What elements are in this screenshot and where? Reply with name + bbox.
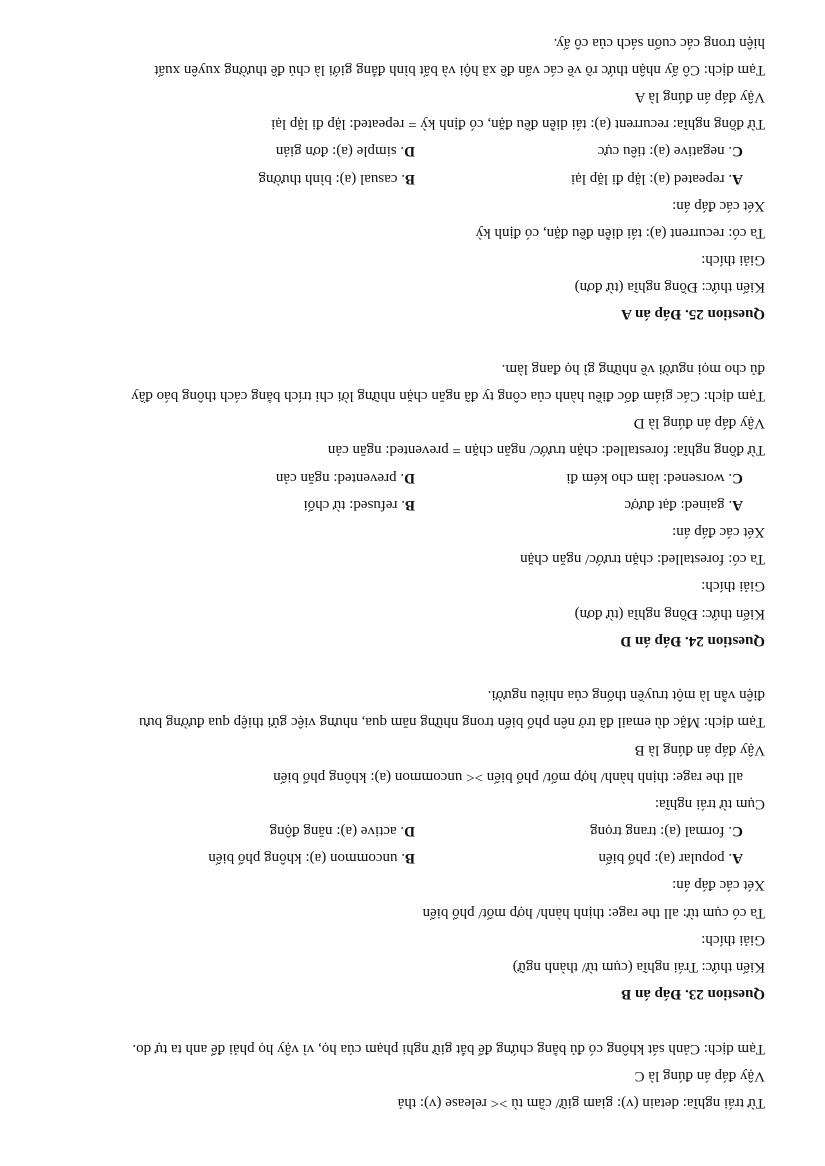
spacer xyxy=(60,328,765,355)
knowledge-line: Kiến thức: Đồng nghĩa (từ đơn) xyxy=(574,605,765,622)
option-text: . worsened: làm cho kém đi xyxy=(566,469,733,486)
option-text: . casual (a): bình thường xyxy=(258,170,405,187)
answer-line: Vậy đáp án đúng là B xyxy=(634,741,765,758)
translation-paragraph xyxy=(60,28,765,82)
option-c xyxy=(590,817,743,844)
options-row xyxy=(60,463,765,490)
option-d xyxy=(276,463,415,490)
synonym-line: Từ đồng nghĩa: forestalled: chặn trước/ ngăn chặn = prevented: ngăn cản xyxy=(327,442,765,459)
antonym-label: Cụm từ trái nghĩa: xyxy=(654,795,765,812)
explanation-label: Giải thích: xyxy=(701,578,765,595)
paragraph-line: hiện trong các cuốn sách của cô ấy. xyxy=(553,34,765,51)
answer-line: Vậy đáp án đúng là A xyxy=(634,89,765,105)
option-letter: A xyxy=(732,850,743,867)
paragraph-line: Tạm dịch: Cô ấy nhận thức rõ về các vấn đề xã hội và bất bình đẳng giới là chủ đề thường xuyên xuất xyxy=(154,61,765,78)
option-b xyxy=(304,491,415,518)
question-23-heading: Question 23. Đáp án B xyxy=(621,986,765,1003)
option-letter: C xyxy=(732,823,743,840)
option-a xyxy=(598,844,743,871)
option-letter: A xyxy=(732,170,743,187)
answer-line: Vậy đáp án đúng là D xyxy=(633,415,765,432)
option-b xyxy=(259,164,415,191)
option-text: . uncommon (a): không phổ biến xyxy=(208,850,405,867)
option-text: . refused: từ chối xyxy=(303,496,405,513)
question-24-heading: Question 24. Đáp án D xyxy=(620,632,765,649)
definition-line: Ta có: recurrent (a): tái diễn đều đặn, có định kỳ xyxy=(475,224,765,241)
translation-paragraph xyxy=(60,355,765,409)
option-letter: D xyxy=(404,823,415,840)
option-text: . active (a): năng động xyxy=(269,823,405,840)
translation-line: Tạm dịch: Cảnh sát không có đủ bằng chứng để bắt giữ nghi phạm của họ, vì vậy họ phải để anh ta tự do. xyxy=(132,1040,765,1057)
paragraph-line: Tạm dịch: Các giám đốc điều hành của công ty đã ngăn chặn những lời chỉ trích bằng cách thông báo đầy xyxy=(131,388,765,405)
paragraph-line: Tạm dịch: Mặc dù email đã trở nên phổ biến trong những năm qua, nhưng việc gửi thiệp qua đường bưu xyxy=(139,714,765,731)
options-row xyxy=(60,491,765,518)
option-letter: A xyxy=(732,496,743,513)
definition-line: Ta có: forestalled: chặn trước/ ngăn chặn xyxy=(520,551,765,568)
options-row xyxy=(60,844,765,871)
question-25-heading: Question 25. Đáp án A xyxy=(621,306,765,323)
document-content xyxy=(60,28,765,1116)
option-letter: C xyxy=(732,469,743,486)
paragraph-line: điện vẫn là một truyền thống của nhiều người. xyxy=(487,687,765,704)
option-d xyxy=(270,817,415,844)
option-text: . repeated (a): lặp đi lặp lại xyxy=(570,170,733,187)
option-c xyxy=(598,137,743,164)
synonym-line: Từ đồng nghĩa: recurrent (a): tái diễn đều đặn, có định kỳ = repeated: lặp đi lặp lại xyxy=(271,116,765,133)
spacer xyxy=(60,654,765,681)
knowledge-line: Kiến thức: Trái nghĩa (cụm từ/ thành ngữ) xyxy=(512,959,765,976)
option-text: . negative (a): tiêu cực xyxy=(597,143,733,160)
option-letter: B xyxy=(404,170,415,187)
translation-paragraph xyxy=(60,681,765,735)
option-text: . formal (a): trang trọng xyxy=(590,823,733,840)
consider-options-label: Xét các đáp án: xyxy=(672,197,765,214)
consider-options-label: Xét các đáp án: xyxy=(672,877,765,894)
option-a xyxy=(624,491,743,518)
option-text: . gained: đạt được xyxy=(624,496,733,513)
options-row xyxy=(60,137,765,164)
options-row xyxy=(60,817,765,844)
option-letter: C xyxy=(732,143,743,160)
explanation-label: Giải thích: xyxy=(701,252,765,269)
phrase-line: Ta có cụm từ: all the rage: thịnh hành/ hợp mốt/ phổ biến xyxy=(422,904,765,921)
paragraph-line: đủ cho mọi người về những gì họ đang làm. xyxy=(501,360,765,377)
antonym-detail: all the rage: thịnh hành/ hợp mốt/ phổ biến >< uncommon (a): không phổ biến xyxy=(273,768,743,785)
option-d xyxy=(276,137,415,164)
option-text: . prevented: ngăn cản xyxy=(275,469,405,486)
answer-line: Vậy đáp án đúng là C xyxy=(634,1067,765,1084)
option-b xyxy=(208,844,415,871)
antonym-detain: Từ trái nghĩa: detain (v): giam giữ/ cầm tù >< release (v): thả xyxy=(397,1095,765,1111)
option-letter: D xyxy=(404,143,415,160)
options-row xyxy=(60,164,765,191)
option-letter: D xyxy=(404,469,415,486)
option-text: . popular (a): phổ biến xyxy=(598,850,733,867)
option-letter: B xyxy=(404,850,415,867)
explanation-label: Giải thích: xyxy=(701,931,765,948)
spacer xyxy=(60,1007,765,1034)
option-letter: B xyxy=(404,496,415,513)
option-a xyxy=(571,164,743,191)
knowledge-line: Kiến thức: Đồng nghĩa (từ đơn) xyxy=(574,279,765,296)
consider-options-label: Xét các đáp án: xyxy=(672,524,765,541)
option-text: . simple (a): đơn giản xyxy=(275,143,405,160)
option-c xyxy=(566,463,743,490)
